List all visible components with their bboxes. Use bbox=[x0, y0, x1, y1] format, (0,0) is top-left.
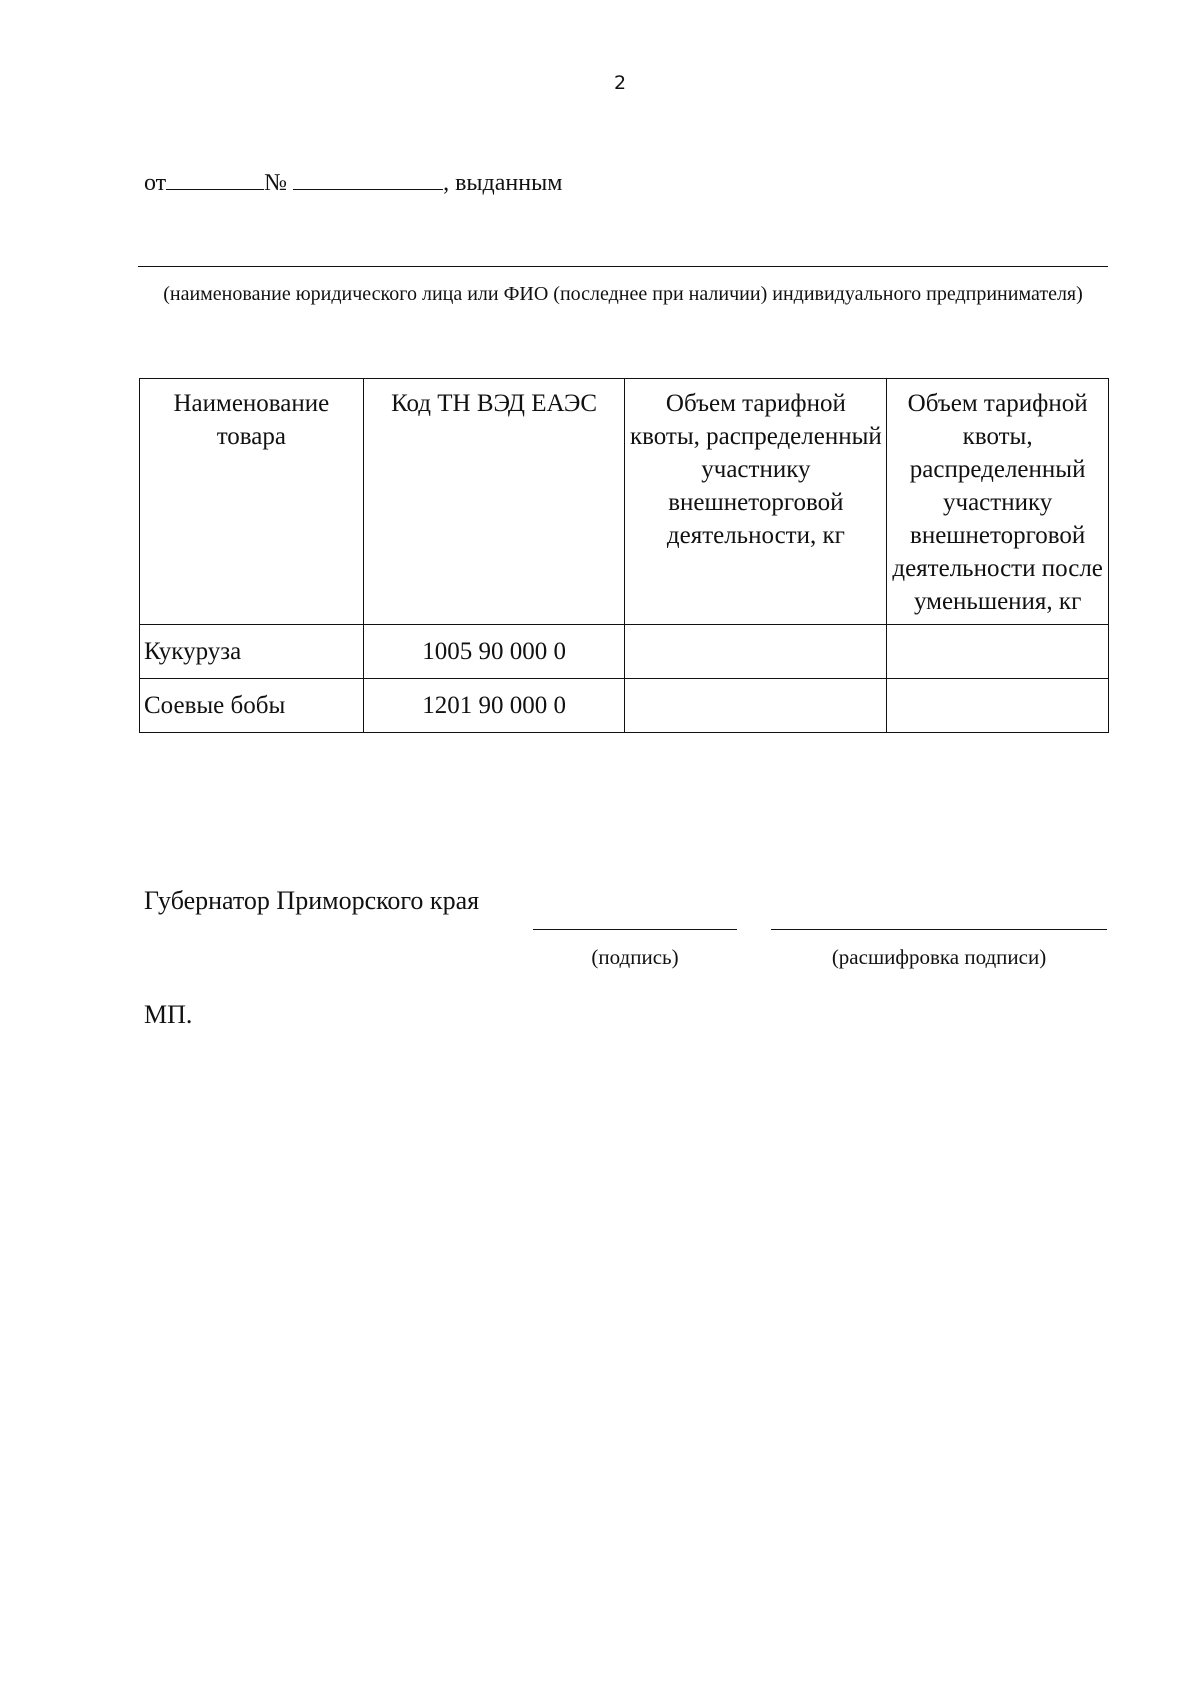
issued-line bbox=[144, 170, 562, 197]
cell-quota-volume bbox=[625, 679, 887, 733]
header-quota-volume: Объем тарифной квоты, распределенный участнику внешнеторговой деятельности, кг bbox=[625, 379, 887, 625]
header-product-name: Наименование товара bbox=[140, 379, 364, 625]
cell-quota-volume-after bbox=[887, 625, 1109, 679]
cell-tnved-code: 1201 90 000 0 bbox=[363, 679, 625, 733]
signature-line bbox=[533, 929, 737, 930]
cell-product-name: Соевые бобы bbox=[140, 679, 364, 733]
stamp-place: МП. bbox=[144, 1000, 193, 1029]
cell-product-name: Кукуруза bbox=[140, 625, 364, 679]
signature-name-line bbox=[771, 929, 1107, 930]
header-quota-volume-after-reduction: Объем тарифной квоты, распределенный участнику внешнеторговой деятельности после уменьшения, кг bbox=[887, 379, 1109, 625]
issued-label: , выданным bbox=[443, 170, 563, 196]
number-label: № bbox=[264, 170, 288, 196]
page-number: 2 bbox=[613, 72, 627, 94]
cell-tnved-code: 1005 90 000 0 bbox=[363, 625, 625, 679]
cell-quota-volume bbox=[625, 625, 887, 679]
date-blank bbox=[166, 171, 264, 190]
from-label: от bbox=[144, 170, 167, 196]
quota-table bbox=[139, 378, 1109, 733]
cell-quota-volume-after bbox=[887, 679, 1109, 733]
table-row bbox=[140, 679, 1109, 733]
holder-name-caption: (наименование юридического лица или ФИО (последнее при наличии) индивидуального предпринимателя) bbox=[163, 283, 1083, 305]
signature-caption: (подпись) bbox=[591, 945, 679, 969]
number-blank bbox=[293, 171, 443, 190]
table-header-row bbox=[140, 379, 1109, 625]
header-tnved-code: Код ТН ВЭД ЕАЭС bbox=[363, 379, 625, 625]
holder-name-line bbox=[138, 266, 1108, 267]
signature-name-caption: (расшифровка подписи) bbox=[831, 945, 1047, 969]
signatory-position: Губернатор Приморского края bbox=[144, 886, 480, 915]
table-row bbox=[140, 625, 1109, 679]
